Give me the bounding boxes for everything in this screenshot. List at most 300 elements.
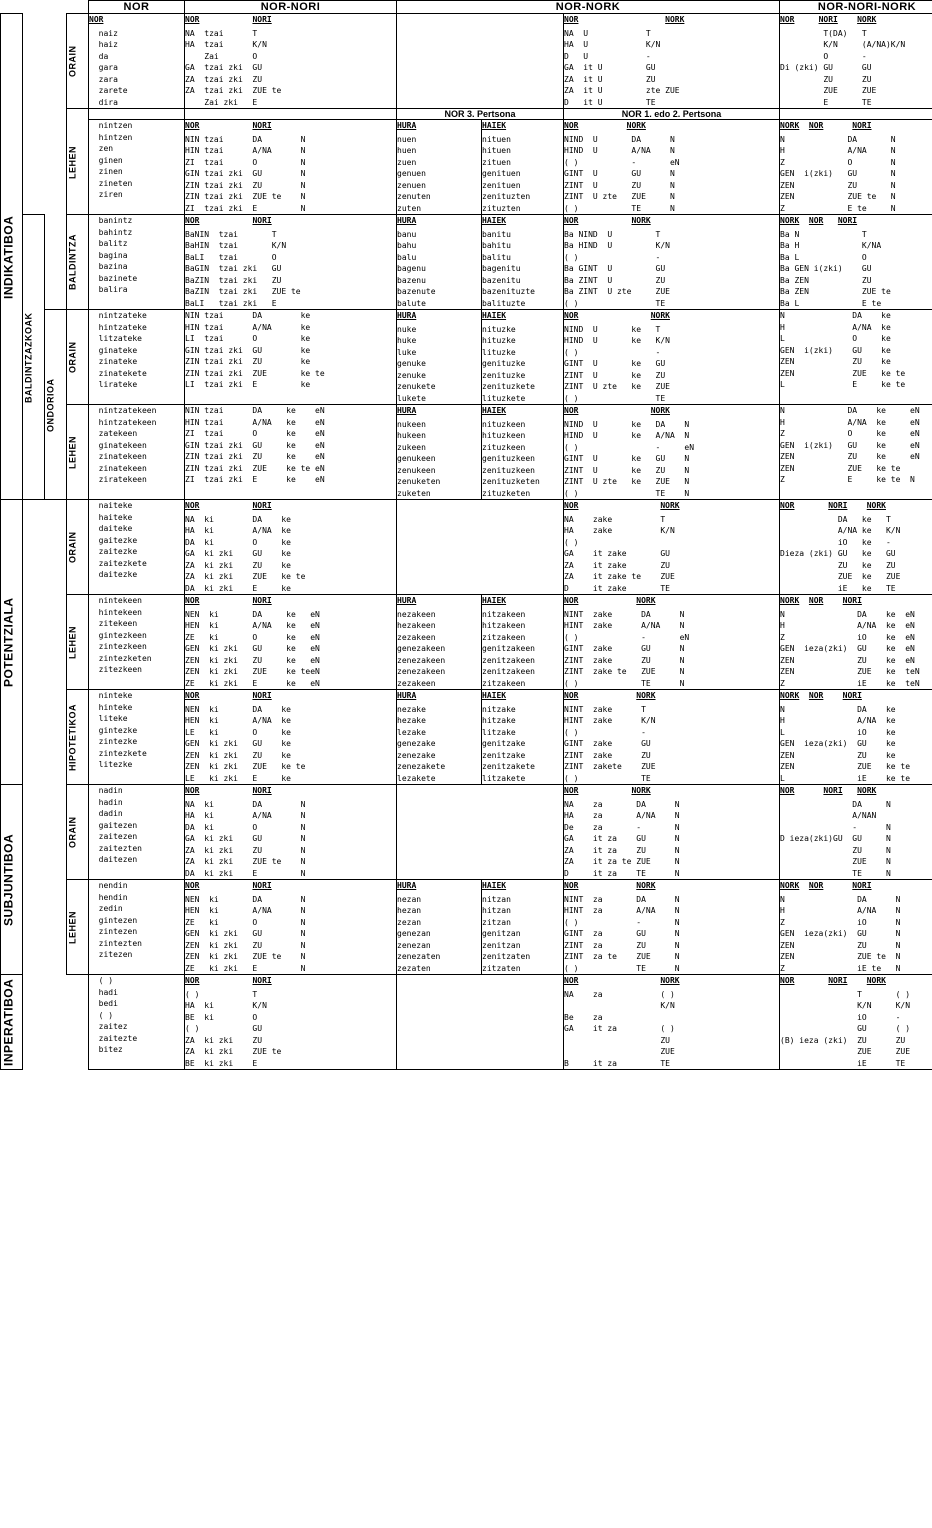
nor-nork-row: GINT zake GU N bbox=[564, 644, 685, 653]
hdr-hura: HURA bbox=[397, 311, 417, 320]
nor-nori-nork-row: iO ke - bbox=[780, 537, 891, 547]
nor-nori-nork-row: A/NAN bbox=[780, 811, 886, 820]
nor-nork-row: NA U T bbox=[564, 28, 651, 38]
nor-nork-row: ZA it U zte ZUE bbox=[564, 86, 680, 95]
nor-nori-nork-row: Ba N T bbox=[780, 229, 867, 239]
nor-nori-nork-row: ZEN ZU ke bbox=[780, 357, 891, 366]
nor-nork-row: ZA it za te ZUE N bbox=[564, 857, 680, 866]
hdr-nori: NORI bbox=[852, 121, 872, 130]
nor-nork-row: ZUE bbox=[564, 1047, 675, 1056]
nor-nori-row: Zai zki E bbox=[185, 97, 258, 107]
hdr-nor: NOR bbox=[564, 596, 579, 605]
column-subheader bbox=[185, 595, 396, 608]
cell-ind-lehen-nornori bbox=[185, 120, 397, 215]
nor-nori-nork-row: ZEN ZU N bbox=[780, 180, 896, 190]
nor-nori-nork-row: ZEN ZUE ke te bbox=[780, 368, 906, 378]
hura-form: bazenu bbox=[397, 275, 426, 285]
nor-form: hadin bbox=[89, 797, 123, 807]
nor-nori-row: ZI tzai O ke eN bbox=[185, 429, 325, 438]
hdr-nor: NOR bbox=[808, 121, 824, 130]
cell-bald-nnn bbox=[780, 215, 932, 310]
hdr-nork: NORK bbox=[631, 786, 651, 795]
haiek-form: genituzke bbox=[482, 359, 526, 368]
hdr-nor: NOR bbox=[564, 406, 579, 415]
hdr-nori: NORI bbox=[842, 691, 862, 700]
hura-form: zenezaten bbox=[397, 952, 441, 961]
nor-nori-nork-row: iE ke TE bbox=[780, 583, 896, 593]
nor-nork-row: GINT U ke GU N bbox=[564, 454, 690, 463]
column-subheader bbox=[185, 785, 396, 798]
hura-form: hezan bbox=[397, 906, 422, 915]
nor-form: zintezten bbox=[89, 938, 142, 948]
nor-nork-row: Ba ZINT U ZU bbox=[564, 275, 666, 285]
cell-ind-orain-nornori bbox=[185, 14, 397, 109]
tense-pot-lehen: LEHEN bbox=[67, 595, 89, 690]
nor-form: nintekeen bbox=[89, 596, 142, 605]
column-subheader bbox=[185, 500, 396, 513]
nor-nori-nork-row: H A/NA N bbox=[780, 906, 901, 915]
cell-pot-orain-nornori bbox=[185, 500, 397, 595]
column-subheader bbox=[780, 975, 932, 988]
haiek-form: zitzakeen bbox=[482, 632, 526, 642]
nor-nori-row: ZEN ki zki ZUE ke te bbox=[185, 762, 306, 771]
hdr-nork: NORK bbox=[636, 596, 656, 605]
hdr-nork: NORK bbox=[780, 881, 800, 890]
nor-form: ( ) bbox=[89, 976, 114, 985]
haiek-form: nituen bbox=[482, 134, 511, 144]
nor-nori-row: BaLI tzai O bbox=[185, 252, 277, 262]
nor-nori-nork-row: ZUE ZUE bbox=[780, 86, 877, 95]
nor-form: zara bbox=[89, 74, 118, 84]
hura-form: genezake bbox=[397, 739, 436, 748]
nor-nori-nork-row: GEN ieza(zki) GU ke bbox=[780, 739, 896, 748]
nor-nori-row: NA ki DA ke bbox=[185, 514, 291, 524]
nor-nori-nork-row: GEN i(zki) GU ke bbox=[780, 345, 891, 355]
hdr-nor: NOR bbox=[564, 121, 579, 130]
nor-nork-row: HA za A/NA N bbox=[564, 811, 680, 820]
nor-nork-row: Be za bbox=[564, 1012, 661, 1022]
nor-form: zintezen bbox=[89, 927, 138, 936]
nor-nork-row: De za - N bbox=[564, 822, 680, 832]
hura-form: zenuen bbox=[397, 180, 426, 190]
nor-nork-row: NIND U DA N bbox=[564, 134, 675, 144]
nor-form: hintzateke bbox=[89, 322, 147, 332]
nor-nork-row: ZINT U ke ZU N bbox=[564, 465, 690, 475]
nor-form: balitz bbox=[89, 239, 128, 248]
hdr-nork: NORK bbox=[650, 311, 670, 320]
hdr-nori: NORI bbox=[823, 786, 843, 795]
nor-form: gintezen bbox=[89, 915, 138, 925]
hdr-haiek: HAIEK bbox=[482, 406, 507, 415]
nor-nori-row: ZE ki zki E N bbox=[185, 963, 306, 973]
column-subheader bbox=[780, 880, 932, 893]
hdr-nor: NOR bbox=[185, 691, 200, 700]
nor-nori-nork-row: ZEN ZU N bbox=[780, 940, 901, 950]
cell-ind-orain-blank bbox=[397, 14, 564, 109]
cell-sub-orain-nnn bbox=[780, 785, 932, 880]
nor-nori-row: ZIN tzai zki ZU N bbox=[185, 180, 306, 190]
hura-form: zenezan bbox=[397, 940, 431, 950]
nor-nori-nork-row: L iO ke bbox=[780, 727, 896, 737]
column-subheader bbox=[185, 975, 396, 988]
column-subheader bbox=[780, 14, 932, 27]
hdr-nori: NORI bbox=[252, 786, 272, 795]
tense-pot-orain: ORAIN bbox=[67, 500, 89, 595]
col-header-nor-nori: NOR-NORI bbox=[185, 1, 397, 14]
nor-nori-nork-row: (B) ieza (zki) ZU ZU bbox=[780, 1035, 906, 1045]
haiek-form: hituzkeen bbox=[482, 431, 526, 440]
nor-nork-row: ( ) - bbox=[564, 252, 661, 262]
hdr-nor: NOR bbox=[185, 881, 200, 890]
cell-sub-lehen-hura bbox=[397, 880, 482, 975]
cell-ind-lehen-nornork bbox=[564, 120, 780, 215]
cell-bald-nornork bbox=[564, 215, 780, 310]
hdr-nor: NOR bbox=[780, 501, 795, 510]
nor-nori-nork-row: Z iO N bbox=[780, 917, 901, 927]
nor-nork-row: ( ) - eN bbox=[564, 157, 680, 167]
row-indikatiboa-lehen bbox=[1, 120, 932, 215]
hdr-nor: NOR bbox=[185, 596, 200, 605]
cell-pot-lehen-nnn bbox=[780, 595, 932, 690]
nor-nork-row: GA it zake GU bbox=[564, 549, 670, 558]
hdr-nor: NOR bbox=[185, 15, 200, 24]
haiek-form: litzakete bbox=[482, 773, 526, 783]
nor-nori-nork-row: ZUE N bbox=[780, 857, 891, 866]
hura-form: hezake bbox=[397, 716, 426, 725]
nor-nori-nork-row: GEN i(zki) GU ke eN bbox=[780, 440, 920, 450]
cell-ond-lehen-haiek bbox=[482, 405, 564, 500]
hdr-nori: NORI bbox=[837, 216, 858, 225]
nor-nork-row: ZINT zake te ZUE N bbox=[564, 667, 685, 676]
haiek-form: hituen bbox=[482, 146, 511, 155]
hdr-nork: NORK bbox=[636, 691, 656, 700]
nor-nork-row: ( ) - bbox=[564, 727, 646, 737]
nor-nori-row: ZA ki zki ZUE te bbox=[185, 1047, 282, 1056]
column-subheader bbox=[397, 215, 481, 228]
nor-nork-row: ZINT za te ZUE N bbox=[564, 952, 680, 961]
tense-ondorioa-orain: ORAIN bbox=[67, 310, 89, 405]
cell-pot-orain-blank bbox=[397, 500, 564, 595]
nor-nori-row: LE ki O ke bbox=[185, 727, 291, 737]
hdr-nor: NOR bbox=[185, 786, 200, 795]
nor-nori-nork-row: Z iE ke teN bbox=[780, 678, 920, 688]
haiek-form: hituzke bbox=[482, 336, 516, 345]
nor-form: zaitezen bbox=[89, 832, 138, 841]
nor-nori-row: ZA ki zki ZUE te N bbox=[185, 857, 306, 866]
column-header-row bbox=[1, 1, 932, 14]
row-subjuntiboa-orain bbox=[1, 785, 932, 880]
cell-ind-lehen-haiek bbox=[482, 120, 564, 215]
column-subheader bbox=[482, 120, 563, 133]
haiek-form: nituzke bbox=[482, 324, 516, 334]
hdr-nor: NOR bbox=[564, 216, 579, 225]
hura-form: balute bbox=[397, 298, 426, 308]
cell-pot-hipo-haiek bbox=[482, 690, 564, 785]
nor-nork-row: ( ) TE bbox=[564, 298, 666, 308]
hdr-nor: NOR bbox=[808, 596, 824, 605]
group-baldintzazkoak: BALDINTZAZKOAK bbox=[23, 215, 45, 500]
nor-nori-nork-row: GEN i(zki) GU N bbox=[780, 169, 896, 178]
nor-nork-row: GA it za GU N bbox=[564, 834, 680, 843]
nor-nori-row: DA ki O N bbox=[185, 822, 306, 832]
nor-nori-row: HA ki A/NA ke bbox=[185, 526, 291, 535]
haiek-form: lituzkete bbox=[482, 393, 526, 403]
nor-nork-row: ( ) TE bbox=[564, 773, 651, 783]
nor-nori-row: HIN tzai A/NA ke eN bbox=[185, 417, 325, 427]
cell-ind-orain-nnn bbox=[780, 14, 932, 109]
hdr-nork: NORK bbox=[780, 691, 800, 700]
nor-nori-nork-row: ZEN ZUE te N bbox=[780, 952, 901, 961]
cell-sub-lehen-nornork bbox=[564, 880, 780, 975]
nor-form: lirateke bbox=[89, 380, 138, 389]
nor-form: zinatekeen bbox=[89, 452, 147, 461]
nor-form: nendin bbox=[89, 881, 128, 890]
haiek-form: zitzaten bbox=[482, 963, 521, 973]
nor-nori-nork-row: N DA ke bbox=[780, 311, 891, 320]
nor-nori-nork-row: L O ke bbox=[780, 334, 891, 343]
nor-nori-nork-row: K/N K/N bbox=[780, 1001, 911, 1010]
nor-nork-row: NINT za DA N bbox=[564, 894, 680, 904]
hura-form: zenuten bbox=[397, 192, 431, 201]
cell-pot-hipo-nornork bbox=[564, 690, 780, 785]
tense-lehen-ind: LEHEN bbox=[67, 109, 89, 215]
hura-form: zenezakeen bbox=[397, 667, 446, 676]
cell-ind-lehen-hura bbox=[397, 120, 482, 215]
nor-nori-nork-row: ZEN ZU ke eN bbox=[780, 452, 920, 461]
nor-nori-nork-row: Di (zki) GU GU bbox=[780, 63, 872, 72]
nor-nork-row: ZINT U ke ZU bbox=[564, 370, 666, 380]
column-subheader bbox=[564, 405, 779, 418]
nor-nork-row: NA za DA N bbox=[564, 799, 680, 809]
nor-nork-row: HIND U ke K/N bbox=[564, 336, 670, 345]
hdr-nork: NORK bbox=[857, 15, 877, 24]
hdr-haiek: HAIEK bbox=[482, 216, 507, 225]
hura-form: nezan bbox=[397, 894, 422, 904]
nor-nork-row: Ba ZINT U zte ZUE bbox=[564, 287, 670, 296]
hdr-nor: NOR bbox=[780, 15, 795, 24]
col-header-nor-nori-nork: NOR-NORI-NORK bbox=[780, 1, 932, 14]
nor-nork-row: NA zake T bbox=[564, 514, 666, 524]
nor-nori-row: NIN tzai DA ke bbox=[185, 311, 311, 320]
hdr-nori: NORI bbox=[828, 501, 848, 510]
nor-nori-row: NEN ki DA ke bbox=[185, 704, 291, 714]
nor-form: nintzatekeen bbox=[89, 406, 157, 415]
hdr-nori: NORI bbox=[818, 15, 838, 24]
column-subheader bbox=[482, 405, 563, 418]
subhead-nor3: NOR 3. Pertsona bbox=[397, 109, 564, 120]
nor-nori-row: ZI tzai zki E N bbox=[185, 203, 306, 213]
column-subheader bbox=[564, 975, 779, 988]
nor-nori-row: ( ) GU bbox=[185, 1024, 263, 1033]
nor-nori-nork-row: Ba ZEN ZUE te bbox=[780, 287, 891, 296]
nor-nork-row: ( ) - eN bbox=[564, 632, 690, 642]
hdr-hura: HURA bbox=[397, 406, 417, 415]
column-subheader bbox=[482, 880, 563, 893]
hdr-nori: NORI bbox=[252, 596, 272, 605]
hdr-nor: NOR bbox=[564, 15, 579, 24]
hura-form: nezake bbox=[397, 704, 426, 714]
haiek-form: nitzake bbox=[482, 704, 516, 714]
nor-nork-row: ( ) - eN bbox=[564, 442, 695, 452]
hdr-nor: NOR bbox=[564, 976, 579, 985]
column-subheader bbox=[482, 690, 563, 703]
nor-nori-row: ZIN tzai zki ZUE te N bbox=[185, 192, 306, 201]
nor-nori-nork-row: GEN ieza(zki) GU N bbox=[780, 929, 901, 938]
hura-form: zezakeen bbox=[397, 632, 436, 642]
haiek-form: zenitzakeen bbox=[482, 655, 535, 665]
column-subheader bbox=[564, 595, 779, 608]
nor-nork-row: ZINT zakete ZUE bbox=[564, 762, 656, 771]
nor-form: zedin bbox=[89, 904, 123, 913]
hura-form: zenuke bbox=[397, 370, 426, 380]
haiek-form: zenituzketen bbox=[482, 477, 540, 486]
hura-form: nuke bbox=[397, 324, 417, 334]
haiek-form: zituzketen bbox=[482, 488, 531, 498]
haiek-form: zenituzkete bbox=[482, 382, 535, 391]
nor-nork-row: K/N bbox=[564, 1001, 675, 1010]
nor-form: zintezke bbox=[89, 737, 138, 746]
hura-form: zukeen bbox=[397, 442, 426, 452]
nor-nori-nork-row: L iE ke te bbox=[780, 773, 911, 783]
tense-ondorioa-lehen: LEHEN bbox=[67, 405, 89, 500]
nor-form: zatekeen bbox=[89, 429, 138, 438]
nor-nork-row: ZINT zake ZU N bbox=[564, 655, 685, 665]
nor-nori-nork-row: Z O N bbox=[780, 157, 896, 167]
nor-nori-row: LI tzai O ke bbox=[185, 334, 311, 343]
hdr-nori: NORI bbox=[252, 501, 272, 510]
nor-form: zaitezke bbox=[89, 547, 138, 556]
cell-ond-lehen-nnn bbox=[780, 405, 932, 500]
nor-nork-row: ( ) bbox=[564, 537, 661, 547]
nor-nori-row: ZEN ki zki ZU ke bbox=[185, 750, 291, 760]
nor-nork-row: GA it U GU bbox=[564, 63, 656, 72]
hdr-hura: HURA bbox=[397, 691, 417, 700]
haiek-form: bahitu bbox=[482, 241, 511, 250]
nor-nori-nork-row: Z iO ke eN bbox=[780, 632, 915, 642]
nor-form: zintezketen bbox=[89, 653, 152, 663]
nor-nori-nork-row: T ( ) bbox=[780, 989, 911, 999]
nor-nori-nork-row: N DA N bbox=[780, 134, 896, 144]
nor-nork-row: HA zake K/N bbox=[564, 526, 675, 535]
nor-nork-row: HINT za A/NA N bbox=[564, 906, 680, 915]
column-subheader bbox=[482, 310, 563, 323]
hdr-nor: NOR bbox=[185, 501, 200, 510]
nor-form: zinateke bbox=[89, 357, 138, 366]
nor-form: gintezke bbox=[89, 725, 138, 735]
nor-nori-nork-row: Z O ke eN bbox=[780, 429, 920, 438]
column-subheader bbox=[780, 500, 932, 513]
hura-form: zezakeen bbox=[397, 678, 436, 688]
nor-nork-row: HA U K/N bbox=[564, 40, 661, 49]
nor-form: zinatekeen bbox=[89, 463, 147, 473]
nor-nori-row: HIN tzai A/NA N bbox=[185, 146, 306, 155]
nor-nori-row: DA ki O ke bbox=[185, 537, 291, 547]
nor-nori-row: ZA tzai zki ZU bbox=[185, 74, 263, 84]
hdr-nork: NORK bbox=[780, 596, 800, 605]
nor-nori-row: BaLI tzai zki E bbox=[185, 298, 277, 308]
hdr-nor: NOR bbox=[89, 15, 104, 24]
cell-ond-lehen-nor bbox=[89, 405, 185, 500]
hura-form: zuketen bbox=[397, 488, 431, 498]
nor-nork-row: ( ) TE N bbox=[564, 203, 675, 213]
haiek-form: nitzan bbox=[482, 894, 511, 904]
nor-nori-row: GIN tzai zki GU ke eN bbox=[185, 440, 325, 450]
hura-form: zenezakete bbox=[397, 762, 446, 771]
nor-nori-row: BaHIN tzai K/N bbox=[185, 241, 287, 250]
nor-nori-nork-row: A/NA ke K/N bbox=[780, 526, 901, 535]
nor-nork-row: ZINT za ZU N bbox=[564, 940, 680, 950]
cell-ond-lehen-nornork bbox=[564, 405, 780, 500]
tense-baldintza: BALDINTZA bbox=[67, 215, 89, 310]
nor-nork-row: Ba GINT U GU bbox=[564, 264, 666, 273]
nor-form: hinteke bbox=[89, 702, 133, 712]
nor-nori-row: GEN ki zki GU ke bbox=[185, 739, 291, 748]
hdr-nork: NORK bbox=[660, 501, 680, 510]
tense-hipotetikoa: HIPOTETIKOA bbox=[67, 690, 89, 785]
nor-nori-nork-row: ZUE ZUE bbox=[780, 1047, 911, 1056]
nor-form: nadin bbox=[89, 786, 123, 795]
nor-nori-row: BaZIN tzai zki ZUE te bbox=[185, 287, 301, 296]
nor-form: liteke bbox=[89, 714, 128, 723]
nor-form: zinen bbox=[89, 167, 123, 176]
nor-form: ziratekeen bbox=[89, 475, 147, 484]
haiek-form: zitzakeen bbox=[482, 678, 526, 688]
hdr-nor: NOR bbox=[808, 691, 824, 700]
cell-sub-lehen-nnn bbox=[780, 880, 932, 975]
nor-nori-row: ZE ki O ke eN bbox=[185, 632, 320, 642]
nor-form: zitezkeen bbox=[89, 665, 142, 674]
nor-nori-row: NA tzai T bbox=[185, 28, 258, 38]
row-inperatiboa bbox=[1, 975, 932, 1070]
nor-nori-nork-row: TE N bbox=[780, 868, 891, 878]
nor-form: zaitezten bbox=[89, 843, 142, 853]
hura-form: lezake bbox=[397, 727, 426, 737]
nor-nori-row: HA ki A/NA N bbox=[185, 811, 306, 820]
nor-nork-row: ZA it U ZU bbox=[564, 74, 656, 84]
cell-pot-lehen-nor bbox=[89, 595, 185, 690]
haiek-form: zenitzakete bbox=[482, 762, 535, 771]
cell-ind-orain-nor bbox=[89, 14, 185, 109]
nor-nori-nork-row: L E ke te bbox=[780, 380, 906, 389]
nor-form: litzateke bbox=[89, 334, 142, 343]
hura-form: zezan bbox=[397, 917, 422, 927]
row-ondorioa-orain bbox=[1, 310, 932, 405]
cell-pot-hipo-hura bbox=[397, 690, 482, 785]
column-subheader bbox=[185, 690, 396, 703]
hura-form: zuen bbox=[397, 157, 417, 167]
row-subjuntiboa-lehen bbox=[1, 880, 932, 975]
hdr-hura: HURA bbox=[397, 596, 417, 605]
hdr-nork: NORK bbox=[636, 881, 656, 890]
nor-nork-row: ZINT U zte ZUE N bbox=[564, 192, 675, 201]
cell-inp-nor bbox=[89, 975, 185, 1070]
column-subheader bbox=[482, 595, 563, 608]
column-subheader bbox=[185, 14, 396, 27]
nor-form: zitekeen bbox=[89, 619, 138, 628]
haiek-form: lituzke bbox=[482, 347, 516, 357]
hura-form: luke bbox=[397, 347, 417, 357]
nor-nori-nork-row: N DA ke bbox=[780, 704, 896, 714]
column-subheader bbox=[185, 880, 396, 893]
nor-form: zintezkeen bbox=[89, 642, 147, 651]
column-subheader bbox=[780, 595, 932, 608]
nor-nori-nork-row: Ba L E te bbox=[780, 298, 882, 308]
nor-form: bazinete bbox=[89, 273, 138, 283]
nor-nork-row: Ba HIND U K/N bbox=[564, 241, 670, 250]
nor-nori-nork-row: ZEN ZUE ke te bbox=[780, 762, 911, 771]
cell-sub-lehen-nornori bbox=[185, 880, 397, 975]
nor-nori-nork-row: ZEN ZUE te N bbox=[780, 192, 896, 201]
